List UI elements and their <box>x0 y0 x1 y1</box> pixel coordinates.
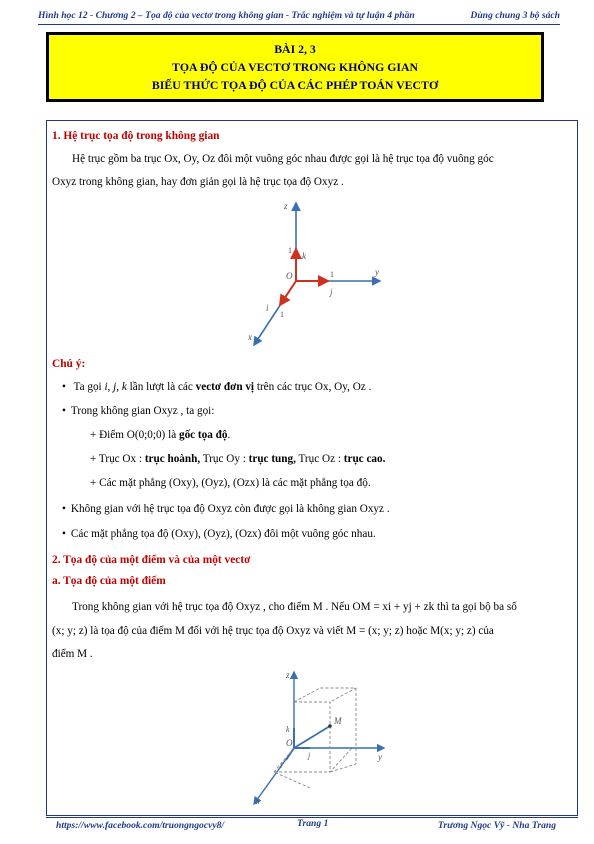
header-right: Dùng chung 3 bộ sách <box>470 10 560 21</box>
note-b1-bold: vectơ đơn vị <box>195 381 255 393</box>
note-s2-e: Trục Oz : <box>295 453 344 465</box>
note-sub-3: + Các mặt phẳng (Oxy), (Oyz), (Ozx) là các mặt phẳng tọa độ. <box>90 477 371 489</box>
label-m: M <box>334 716 342 726</box>
note-b1-mid: lần lượt là các <box>126 381 196 393</box>
label-x-2: x <box>256 796 260 806</box>
label-z-2: z <box>286 670 290 680</box>
note-s2-f: trục cao. <box>343 453 386 465</box>
note-bullet-1 <box>62 380 371 394</box>
title-line-1: BÀI 2, 3 <box>274 42 316 56</box>
note-sub-1 <box>90 428 230 442</box>
page-header <box>38 10 560 25</box>
title-line-2: TỌA ĐỘ CỦA VECTƠ TRONG KHÔNG GIAN <box>171 60 419 74</box>
section-1-para-line-1: Hệ trục gồm ba trục Ox, Oy, Oz đôi một vuông góc nhau được gọi là hệ trục tọa độ vuông góc <box>72 153 494 165</box>
note-s2-a: + Trục Ox : <box>90 453 145 465</box>
label-z: z <box>284 201 288 211</box>
label-k: k <box>302 251 306 261</box>
unit-i-2 <box>286 748 294 760</box>
note-b1-vectors: i, j, k <box>104 381 127 393</box>
tick-one-x: 1 <box>280 310 284 319</box>
unit-vector-i <box>280 281 296 305</box>
note-bullet-4: • Các mặt phẳng tọa độ (Oxy), (Oyz), (Ozx) đôi một vuông góc nhau. <box>62 527 376 541</box>
label-x: x <box>248 332 252 342</box>
label-i: i <box>266 303 269 313</box>
footer-page-number: Trang 1 <box>297 818 329 829</box>
label-j: j <box>330 287 333 297</box>
tick-one-y: 1 <box>330 270 334 279</box>
tick-one-z: 1 <box>288 246 292 255</box>
section-2-para-line-1: Trong không gian với hệ trục tọa độ Oxyz , cho điểm M . Nếu OM = xi + yj + zk thì ta gọi bộ ba số <box>72 601 517 613</box>
title-box <box>46 32 544 102</box>
coordinate-system-figure <box>230 195 390 350</box>
page-footer <box>46 817 578 832</box>
note-s1-post: . <box>227 429 231 441</box>
section-1-heading: 1. Hệ trục tọa độ trong không gian <box>52 130 220 142</box>
note-s2-c: Trục Oy : <box>200 453 249 465</box>
label-y: y <box>375 267 379 277</box>
section-2a-heading: a. Tọa độ của một điểm <box>52 575 166 587</box>
section-2-para-line-3: điểm M . <box>52 648 93 660</box>
note-s1-pre: + Điểm O(0;0;0) là <box>90 429 179 441</box>
note-s2-d: trục tung, <box>248 453 296 465</box>
note-sub-2 <box>90 452 385 466</box>
label-y-2: y <box>378 752 382 762</box>
footer-author: Trương Ngọc Vỹ - Nha Trang <box>437 820 556 831</box>
note-b1-pre: Ta gọi <box>73 381 105 393</box>
note-bullet-2: • Trong không gian Oxyz , ta gọi: <box>62 404 214 418</box>
note-s1-bold: gốc tọa độ <box>178 429 228 441</box>
point-m <box>328 724 332 728</box>
point-m-figure <box>244 668 394 810</box>
vector-om <box>294 726 330 748</box>
note-b1-post: trên các trục Ox, Oy, Oz . <box>254 381 372 393</box>
label-k-2: k <box>286 725 290 734</box>
label-origin-2: O <box>286 738 293 748</box>
section-2-heading: 2. Tọa độ của một điểm và của một vectơ <box>52 554 251 566</box>
note-bullet-3: • Không gian với hệ trục tọa độ Oxyz còn được gọi là không gian Oxyz . <box>62 502 390 516</box>
header-left: Hình học 12 - Chương 2 – Tọa độ của vectơ trong không gian - Trắc nghiệm và tự luận 4 phần <box>38 10 415 21</box>
label-origin: O <box>286 271 293 281</box>
title-line-3: BIỂU THỨC TỌA ĐỘ CỦA CÁC PHÉP TOÁN VECTƠ <box>151 78 439 92</box>
footer-link[interactable]: https://www.facebook.com/truongngocvy8/ <box>56 820 225 831</box>
label-j-2: j <box>308 751 311 760</box>
label-i-2: i <box>280 761 283 770</box>
note-s2-b: trục hoành, <box>144 453 201 465</box>
section-1-para-line-2: Oxyz trong không gian, hay đơn giản gọi là hệ trục tọa độ Oxyz . <box>52 176 344 188</box>
section-2-para-line-2: (x; y; z) là tọa độ của điểm M đối với hệ trục tọa độ Oxyz và viết M = (x; y; z) hoặc M(x; y; z) của <box>52 625 494 637</box>
note-heading: Chú ý: <box>52 358 86 370</box>
